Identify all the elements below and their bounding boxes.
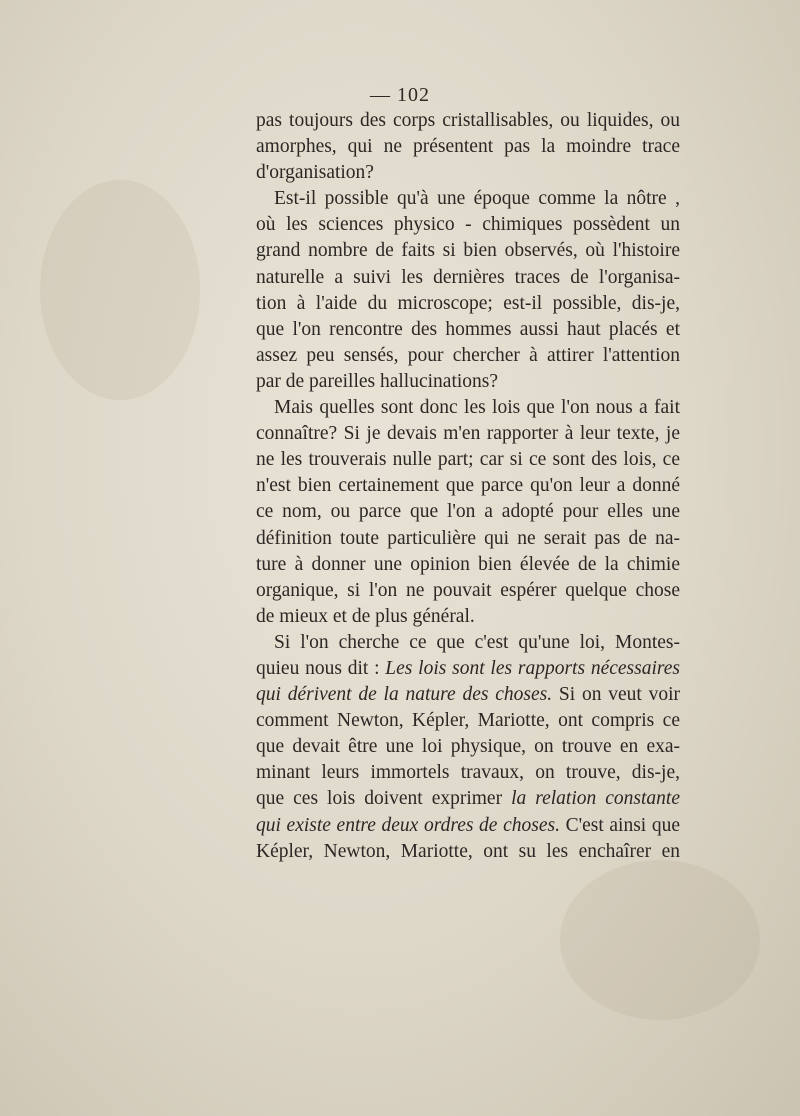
italic-quote: Les lois sont les rapports nécessaires xyxy=(385,657,680,679)
text-line: assez peu sensés, pour chercher à attirer l'attention xyxy=(256,344,680,366)
italic-quote: la relation constante xyxy=(511,788,680,810)
text-line: tion à l'aide du microscope; est-il possible, dis-je, xyxy=(256,292,680,314)
text-line: de mieux et de plus général. xyxy=(256,605,475,627)
text-line xyxy=(256,682,680,708)
text-line: grand nombre de faits si bien observés, où l'histoire xyxy=(256,240,680,262)
text-line: amorphes, qui ne présentent pas la moindre trace xyxy=(256,136,680,158)
italic-quote: qui existe entre deux ordres de choses. xyxy=(256,814,560,836)
text-line: que l'on rencontre des hommes aussi haut placés et xyxy=(256,318,680,340)
italic-quote: qui dérivent de la nature des choses. xyxy=(256,684,553,706)
text-run: quieu nous dit : xyxy=(256,657,386,679)
paper-stain xyxy=(560,860,760,1020)
text-line: définition toute particulière qui ne serait pas de na- xyxy=(256,527,680,549)
text-line xyxy=(256,786,680,812)
text-line: Képler, Newton, Mariotte, ont su les enchaîrer en xyxy=(256,840,680,862)
text-line: Mais quelles sont donc les lois que l'on nous a fait xyxy=(274,397,680,419)
text-line xyxy=(256,813,680,839)
text-line: n'est bien certainement que parce qu'on leur a donné xyxy=(256,475,680,497)
text-line: connaître? Si je devais m'en rapporter à leur texte, je xyxy=(256,423,680,445)
text-line: naturelle a suivi les dernières traces de l'organisa- xyxy=(256,266,680,288)
text-line: d'organisation? xyxy=(256,162,374,184)
text-line: ne les trouverais nulle part; car si ce sont des lois, ce xyxy=(256,449,680,471)
text-line: que devait être une loi physique, on trouve en exa- xyxy=(256,736,680,758)
text-line: organique, si l'on ne pouvait espérer quelque chose xyxy=(256,579,680,601)
paper-stain xyxy=(40,180,200,400)
text-line: où les sciences physico - chimiques possèdent un xyxy=(256,214,680,236)
text-line: ture à donner une opinion bien élevée de la chimie xyxy=(256,553,680,575)
text-run: C'est ainsi que xyxy=(559,814,680,836)
text-run: Si on veut voir xyxy=(552,684,680,706)
text-line: pas toujours des corps cristallisables, ou liquides, ou xyxy=(256,110,680,131)
text-line: Si l'on cherche ce que c'est qu'une loi, Montes- xyxy=(274,631,680,653)
text-line xyxy=(256,656,680,682)
text-line: Est-il possible qu'à une époque comme la nôtre , xyxy=(274,188,680,210)
text-line: par de pareilles hallucinations? xyxy=(256,370,499,392)
text-line: comment Newton, Képler, Mariotte, ont compris ce xyxy=(256,710,680,732)
text-line: ce nom, ou parce que l'on a adopté pour elles une xyxy=(256,501,680,523)
text-line: minant leurs immortels travaux, on trouve, dis-je, xyxy=(256,762,680,784)
page-number: — 102 xyxy=(370,84,430,106)
text-run: que ces lois doivent exprimer xyxy=(256,788,512,810)
body-text xyxy=(256,108,680,865)
